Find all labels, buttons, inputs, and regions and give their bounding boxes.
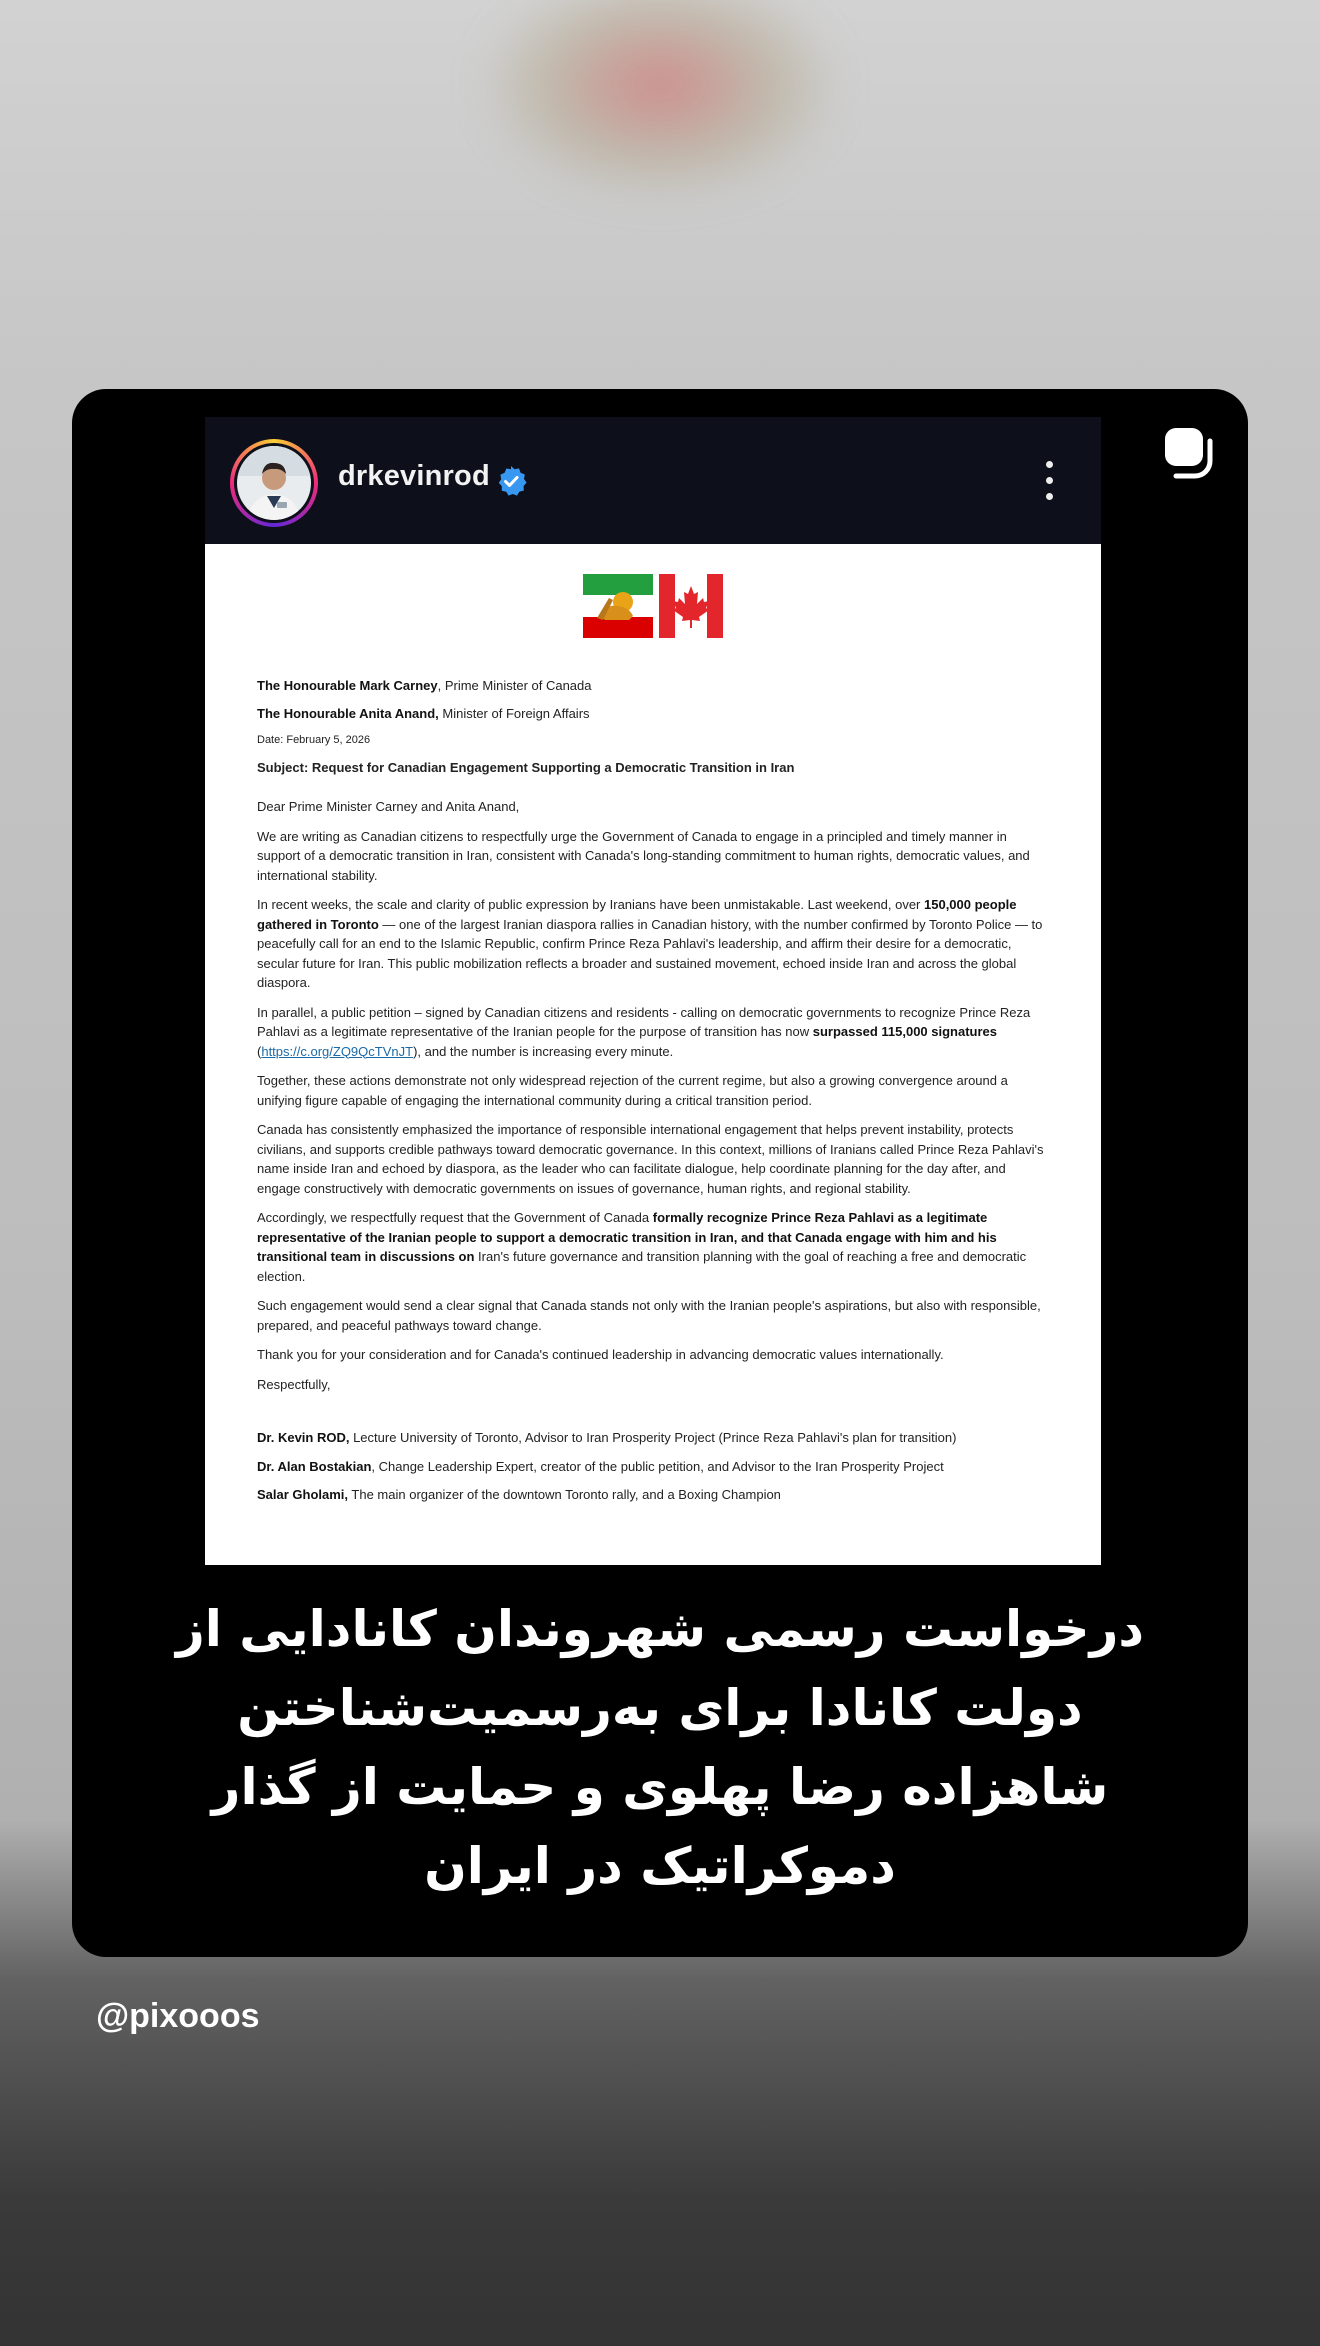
closing: Respectfully, xyxy=(257,1376,331,1392)
embedded-post xyxy=(205,417,1101,1565)
signature-line: Salar Gholami, The main organizer of the downtown Toronto rally, and a Boxing Champion xyxy=(257,1487,781,1502)
profile-avatar xyxy=(237,446,311,520)
post-username[interactable]: drkevinrod xyxy=(338,460,490,492)
caption-line: دموکراتیک در ایران xyxy=(424,1837,896,1895)
recipient-title: , Prime Minister of Canada xyxy=(437,678,592,693)
paragraph: Together, these actions demonstrate not only widespread rejection of the current regime, but also a growing convergence around a unifying figure capable of engaging the international community during a critical transition period. xyxy=(257,1073,1008,1108)
recipient-title: Minister of Foreign Affairs xyxy=(438,705,590,721)
story-handle[interactable]: @pixooos xyxy=(96,1997,260,2035)
recipient-line xyxy=(257,676,1047,696)
more-vertical-icon[interactable] xyxy=(1043,461,1055,505)
lion-and-sun-flag-icon xyxy=(583,574,653,638)
caption-line: شاهزاده رضا پهلوی و حمایت از گذار xyxy=(211,1758,1109,1816)
paragraph: Canada has consistently emphasized the importance of responsible international engagement that helps prevent instability, protects civilians, and supports credible pathways toward democratic governance. In this context, millions of Iranians called Prince Reza Pahlavi's name inside Iran and echoed by diaspora, as the leader who can facilitate dialogue, help coordinate planning for the day after, and engage constructively with democratic governments on issues of governance, human rights, and regional stability. xyxy=(257,1122,1044,1196)
recipient-name: The Honourable Mark Carney xyxy=(257,678,438,693)
caption-line: درخواست رسمی شهروندان کانادایی از xyxy=(175,1600,1145,1658)
paragraph: We are writing as Canadian citizens to respectfully urge the Government of Canada to engage in a principled and timely manner in support of a democratic transition in Iran, consistent with Canada's long-standing commitment to human rights, democratic values, and international stability. xyxy=(257,828,1030,883)
paragraph: Thank you for your consideration and for Canada's continued leadership in advancing democratic values internationally. xyxy=(257,1347,944,1362)
signature-line: Dr. Alan Bostakian, Change Leadership Expert, creator of the public petition, and Advisor to the Iran Prosperity Project xyxy=(257,1458,944,1474)
letter-subject: Subject: Request for Canadian Engagement Supporting a Democratic Transition in Iran xyxy=(257,759,795,775)
avatar[interactable] xyxy=(230,439,318,527)
recipient-line xyxy=(257,704,1047,724)
paragraph: In parallel, a public petition – signed by Canadian citizens and residents - calling on democratic governments to recognize Prince Reza Pahlavi as a legitimate representative of the Iranian people for the purpose of transition has now surpassed 115,000 signatures (https://c.org/ZQ9QcTVnJT), and the number is increasing every minute. xyxy=(257,1004,1031,1059)
letter-date: Date: February 5, 2026 xyxy=(257,734,371,746)
verified-badge-icon xyxy=(495,465,527,497)
caption-line: دولت کانادا برای به‌رسمیت‌شناختن xyxy=(237,1679,1083,1737)
paragraph: Such engagement would send a clear signal that Canada stands not only with the Iranian people's aspirations, but also with responsible, prepared, and peaceful pathways toward change. xyxy=(257,1298,1041,1333)
paragraph: Accordingly, we respectfully request that the Government of Canada formally recognize Prince Reza Pahlavi as a legitimate representative of the Iranian people to support a democratic transition in Iran, and that Canada engage with him and his transitional team in discussions on Iran's future governance and transition planning with the goal of reaching a free and democratic election. xyxy=(257,1210,1027,1284)
blurred-background xyxy=(480,0,840,200)
post-header xyxy=(205,417,1101,544)
repost-icon[interactable] xyxy=(1162,425,1216,479)
salutation: Dear Prime Minister Carney and Anita Anand, xyxy=(257,799,520,814)
story-caption xyxy=(150,1590,1170,1906)
recipient-name: The Honourable Anita Anand, xyxy=(257,705,439,721)
canada-flag-icon xyxy=(659,574,723,638)
letter-document xyxy=(205,544,1101,1565)
flags xyxy=(205,574,1101,638)
signature-line: Dr. Kevin ROD, Lecture University of Toronto, Advisor to Iran Prosperity Project (Prince Reza Pahlavi's plan for transition) xyxy=(257,1430,957,1445)
petition-link[interactable]: https://c.org/ZQ9QcTVnJT xyxy=(261,1043,414,1059)
paragraph: In recent weeks, the scale and clarity of public expression by Iranians have been unmistakable. Last weekend, over 150,000 people gathered in Toronto — one of the largest Iranian diaspora rallies in Canadian history, with the number confirmed by Toronto Police — to peacefully call for an end to the Islamic Republic, confirm Prince Reza Pahlavi's leadership, and affirm their desire for a democratic, secular future for Iran. This public mobilization reflects a broader and sustained movement, echoed inside Iran and across the global diaspora. xyxy=(257,897,1043,990)
